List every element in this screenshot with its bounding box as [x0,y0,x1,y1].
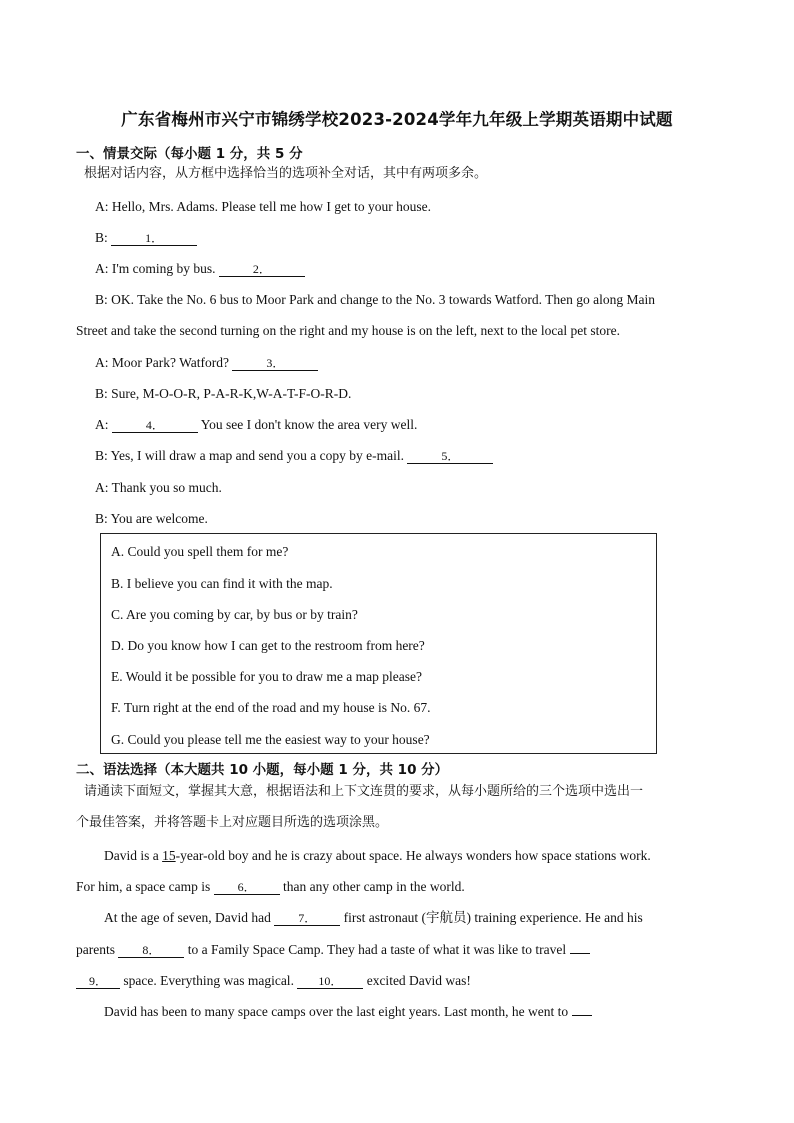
option-g: G. Could you please tell me the easiest way to your house? [111,732,430,747]
passage-text: -year-old boy and he is crazy about space. He always wonders how space stations work. [175,848,651,863]
section1-heading: 一、情景交际（每小题 1 分，共 5 分 [76,146,303,162]
dialogue-a3-text: A: Moor Park? Watford? [95,355,230,370]
passage-text: than any other camp in the world. [282,879,465,894]
dialogue-b1-prefix: B: [95,230,108,245]
passage-p2-line3 [76,973,471,989]
passage-p2-line2 [76,942,590,958]
passage-p2-line1 [104,910,643,926]
blank-11-start[interactable] [572,1015,592,1016]
passage-text: to a Family Space Camp. They had a taste of what it was like to travel [187,942,567,957]
section2-instruction-line2: 个最佳答案，并将答题卡上对应题目所选的选项涂黑。 [76,815,389,830]
blank-9[interactable]: 9． [76,974,120,989]
dialogue-b2-line2: Street and take the second turning on the right and my house is on the left, next to the local pet store. [76,323,620,338]
passage-text: At the age of seven, David had [104,910,275,925]
blank-10[interactable]: 10． [297,974,363,989]
passage-text: first astronaut (宇航员) training experience. He and his [343,910,643,925]
option-e: E. Would it be possible for you to draw me a map please? [111,669,422,684]
blank-3[interactable]: 3． [232,356,318,371]
option-f: F. Turn right at the end of the road and my house is No. 67. [111,700,431,715]
option-a: A. Could you spell them for me? [111,544,289,559]
dialogue-b3: B: Sure, M-O-O-R, P-A-R-K,W-A-T-F-O-R-D. [95,386,352,401]
blank-7[interactable]: 7． [274,911,340,926]
dialogue-b4-text: B: Yes, I will draw a map and send you a copy by e-mail. [95,448,404,463]
passage-text: David is a [104,848,163,863]
dialogue-a5: A: Thank you so much. [95,480,222,495]
blank-8[interactable]: 8． [118,943,184,958]
section1-instruction: 根据对话内容，从方框中选择恰当的选项补全对话，其中有两项多余。 [84,166,488,181]
passage-text: David has been to many space camps over the last eight years. Last month, he went to [104,1004,569,1019]
dialogue-b1 [95,230,197,246]
passage-p1-line2 [76,879,465,895]
dialogue-a4 [95,417,417,433]
blank-1[interactable]: 1． [111,231,197,246]
passage-text: space. Everything was magical. [123,973,294,988]
option-d: D. Do you know how I can get to the restroom from here? [111,638,425,653]
age-number: 15 [162,848,176,863]
passage-text: For him, a space camp is [76,879,214,894]
dialogue-b4 [95,448,493,464]
passage-text: excited David was! [366,973,471,988]
blank-4[interactable]: 4． [112,418,198,433]
blank-2[interactable]: 2． [219,262,305,277]
dialogue-a2-text: A: I'm coming by bus. [95,261,216,276]
section2-heading: 二、语法选择（本大题共 10 小题，每小题 1 分，共 10 分） [76,762,449,778]
page-title: 广东省梅州市兴宁市锦绣学校2023-2024学年九年级上学期英语期中试题 [121,110,673,129]
option-c: C. Are you coming by car, by bus or by train? [111,607,358,622]
blank-9-start [570,953,590,954]
passage-text: parents [76,942,119,957]
passage-p1-line1 [104,848,651,864]
dialogue-a3 [95,355,318,371]
blank-6[interactable]: 6． [214,880,280,895]
dialogue-a4-prefix: A: [95,417,109,432]
section2-instruction-line1: 请通读下面短文，掌握其大意，根据语法和上下文连贯的要求，从每小题所给的三个选项中选出一 [84,784,644,799]
dialogue-a2 [95,261,305,277]
passage-p3-line1 [104,1004,592,1020]
options-box [100,533,657,754]
option-b: B. I believe you can find it with the map. [111,576,333,591]
dialogue-b2-line1: B: OK. Take the No. 6 bus to Moor Park and change to the No. 3 towards Watford. Then go along Main [95,292,655,307]
dialogue-a1: A: Hello, Mrs. Adams. Please tell me how I get to your house. [95,199,431,214]
dialogue-a4-suffix: You see I don't know the area very well. [200,417,418,432]
blank-5[interactable]: 5． [407,449,493,464]
dialogue-b5: B: You are welcome. [95,511,208,526]
